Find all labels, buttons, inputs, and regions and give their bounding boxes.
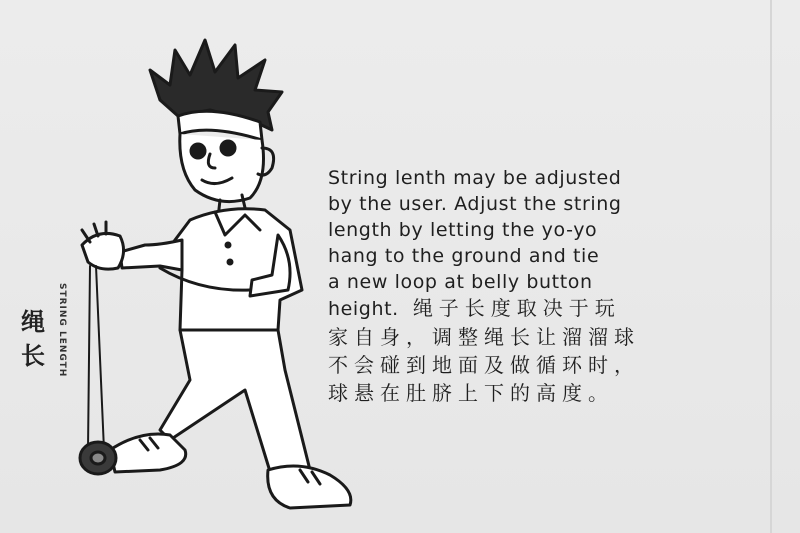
string-length-chinese-label: 绳长 — [21, 307, 45, 370]
string-length-english-label: STRING LENGTH — [57, 283, 67, 378]
mixed-line — [328, 295, 758, 323]
instruction-line: a new loop at belly button — [328, 271, 593, 293]
chinese-line: 家自身，调整绳长让溜溜球 — [328, 325, 640, 349]
left-shoe — [110, 434, 186, 472]
instruction-line: length by letting the yo-yo — [328, 219, 598, 241]
boy-with-yoyo-illustration — [10, 30, 380, 530]
instruction-line: hang to the ground and tie — [328, 245, 600, 267]
instruction-line: String lenth may be adjusted — [328, 167, 622, 189]
yoyo-string — [88, 266, 90, 450]
left-eye — [191, 144, 205, 158]
chinese-line: 绳子长度取决于玩 — [412, 296, 621, 320]
instruction-text — [328, 165, 758, 407]
chinese-line: 不会碰到地面及做循环时， — [328, 353, 640, 377]
instruction-line: height. — [328, 298, 399, 320]
chinese-line: 球悬在肚脐上下的高度。 — [328, 381, 614, 405]
instruction-line: by the user. Adjust the string — [328, 193, 622, 215]
right-shoe — [268, 466, 351, 508]
right-eye — [221, 141, 235, 155]
page-fold-line — [770, 0, 772, 533]
